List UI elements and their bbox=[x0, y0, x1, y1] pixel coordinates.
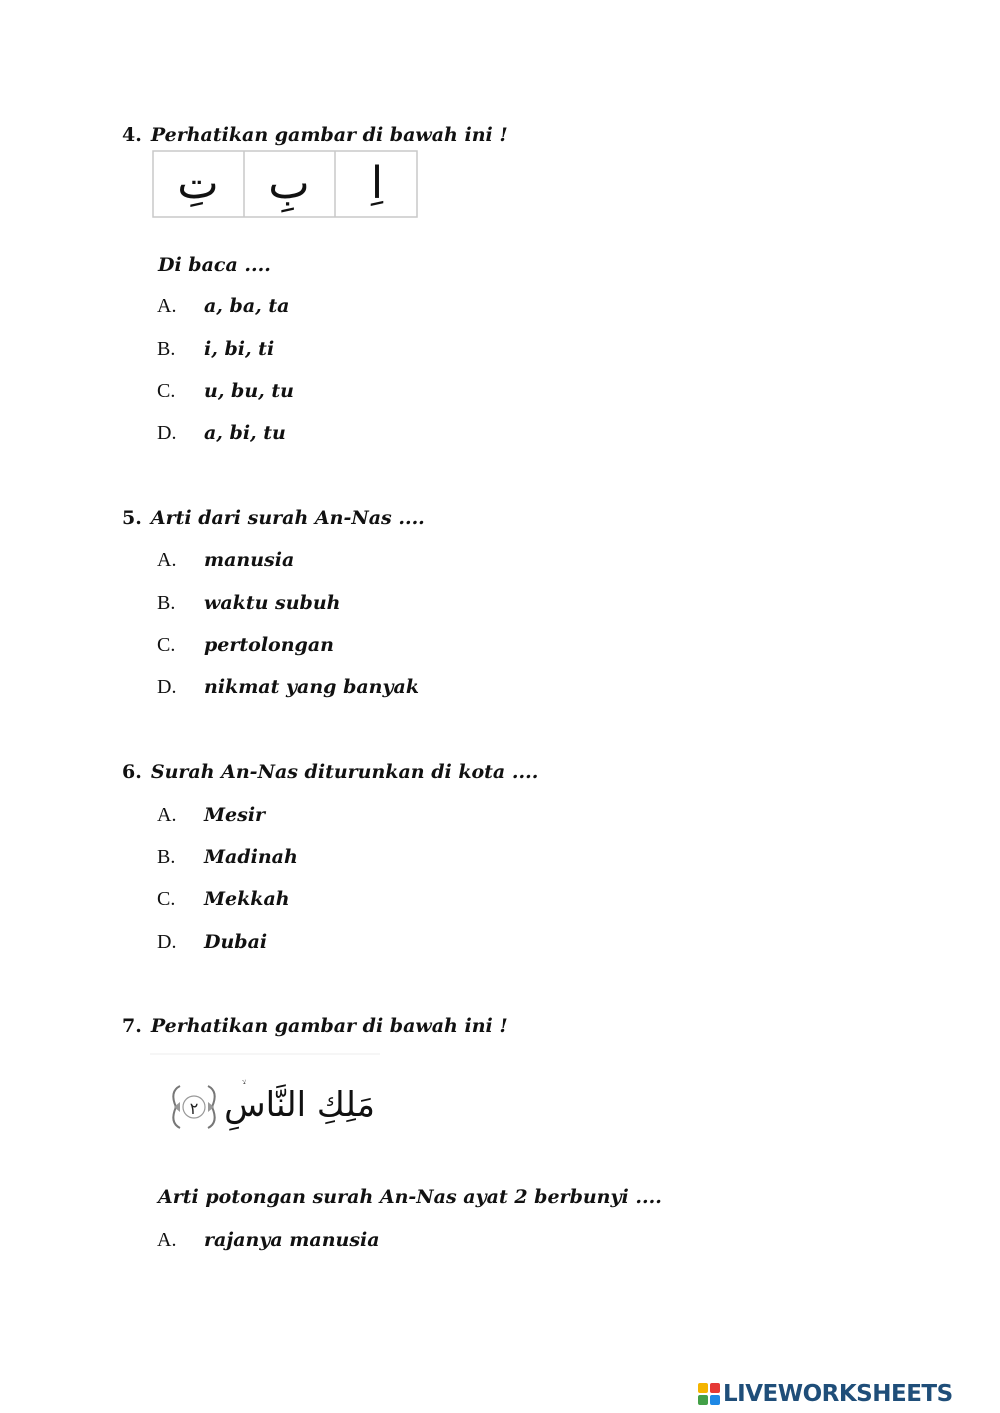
option-letter: B. bbox=[157, 592, 176, 614]
question-text: Perhatikan gambar di bawah ini ! bbox=[150, 124, 508, 146]
question-number: 4. bbox=[122, 124, 142, 146]
option-6c[interactable] bbox=[157, 888, 290, 911]
option-text: a, ba, ta bbox=[204, 295, 290, 317]
option-text: a, bi, tu bbox=[204, 422, 286, 444]
option-letter: A. bbox=[157, 1229, 177, 1251]
option-text: Madinah bbox=[204, 846, 298, 868]
question-4-prompt: Di baca .... bbox=[158, 254, 271, 276]
option-letter: D. bbox=[157, 676, 177, 698]
question-7 bbox=[122, 1015, 508, 1037]
option-7a[interactable] bbox=[157, 1229, 380, 1252]
question-5 bbox=[122, 507, 425, 529]
option-text: i, bi, ti bbox=[204, 338, 275, 360]
option-4c[interactable] bbox=[157, 380, 294, 403]
option-text: Dubai bbox=[204, 931, 268, 953]
option-letter: D. bbox=[157, 422, 177, 444]
option-letter: B. bbox=[157, 338, 176, 360]
option-letter: A. bbox=[157, 804, 177, 826]
option-letter: A. bbox=[157, 549, 177, 571]
brand-name: LIVEWORKSHEETS bbox=[723, 1381, 953, 1407]
option-5a[interactable] bbox=[157, 549, 294, 572]
question-7-prompt: Arti potongan surah An-Nas ayat 2 berbunyi .... bbox=[158, 1186, 662, 1208]
option-letter: C. bbox=[157, 380, 176, 402]
question-6 bbox=[122, 761, 538, 783]
option-text: waktu subuh bbox=[204, 592, 341, 614]
option-letter: D. bbox=[157, 931, 177, 953]
option-text: u, bu, tu bbox=[204, 380, 294, 402]
question-4 bbox=[122, 124, 508, 146]
liveworksheets-logo bbox=[698, 1381, 953, 1407]
ayat-number: ٢ bbox=[189, 1099, 199, 1118]
option-5b[interactable] bbox=[157, 592, 340, 615]
ayat-image bbox=[150, 1052, 385, 1152]
waqf-mark-icon bbox=[242, 1079, 246, 1084]
liveworksheets-logo-icon bbox=[698, 1383, 720, 1405]
option-text: manusia bbox=[204, 549, 295, 571]
question-text: Perhatikan gambar di bawah ini ! bbox=[150, 1015, 508, 1037]
option-text: nikmat yang banyak bbox=[204, 676, 419, 698]
question-text: Surah An-Nas diturunkan di kota .... bbox=[150, 761, 539, 783]
option-text: Mekkah bbox=[204, 888, 290, 910]
option-6b[interactable] bbox=[157, 846, 298, 869]
option-letter: C. bbox=[157, 634, 176, 656]
option-5c[interactable] bbox=[157, 634, 334, 657]
option-letter: B. bbox=[157, 846, 176, 868]
option-4b[interactable] bbox=[157, 338, 274, 361]
option-text: Mesir bbox=[204, 804, 266, 826]
ayat-text: مَلِكِ النَّاسِ bbox=[224, 1085, 375, 1125]
letter-alif: اِ bbox=[370, 158, 384, 209]
option-4d[interactable] bbox=[157, 422, 286, 445]
question-number: 7. bbox=[122, 1015, 142, 1037]
option-text: rajanya manusia bbox=[204, 1229, 380, 1251]
option-4a[interactable] bbox=[157, 295, 289, 318]
option-6d[interactable] bbox=[157, 931, 267, 954]
question-number: 5. bbox=[122, 507, 142, 529]
option-5d[interactable] bbox=[157, 676, 419, 699]
question-number: 6. bbox=[122, 761, 142, 783]
letter-ta: تِ bbox=[177, 158, 219, 209]
option-6a[interactable] bbox=[157, 804, 265, 827]
hijaiyah-letters-image bbox=[152, 150, 420, 220]
option-letter: A. bbox=[157, 295, 177, 317]
letter-ba: بِ bbox=[268, 158, 310, 209]
option-text: pertolongan bbox=[204, 634, 334, 656]
option-letter: C. bbox=[157, 888, 176, 910]
question-text: Arti dari surah An-Nas .... bbox=[150, 507, 425, 529]
